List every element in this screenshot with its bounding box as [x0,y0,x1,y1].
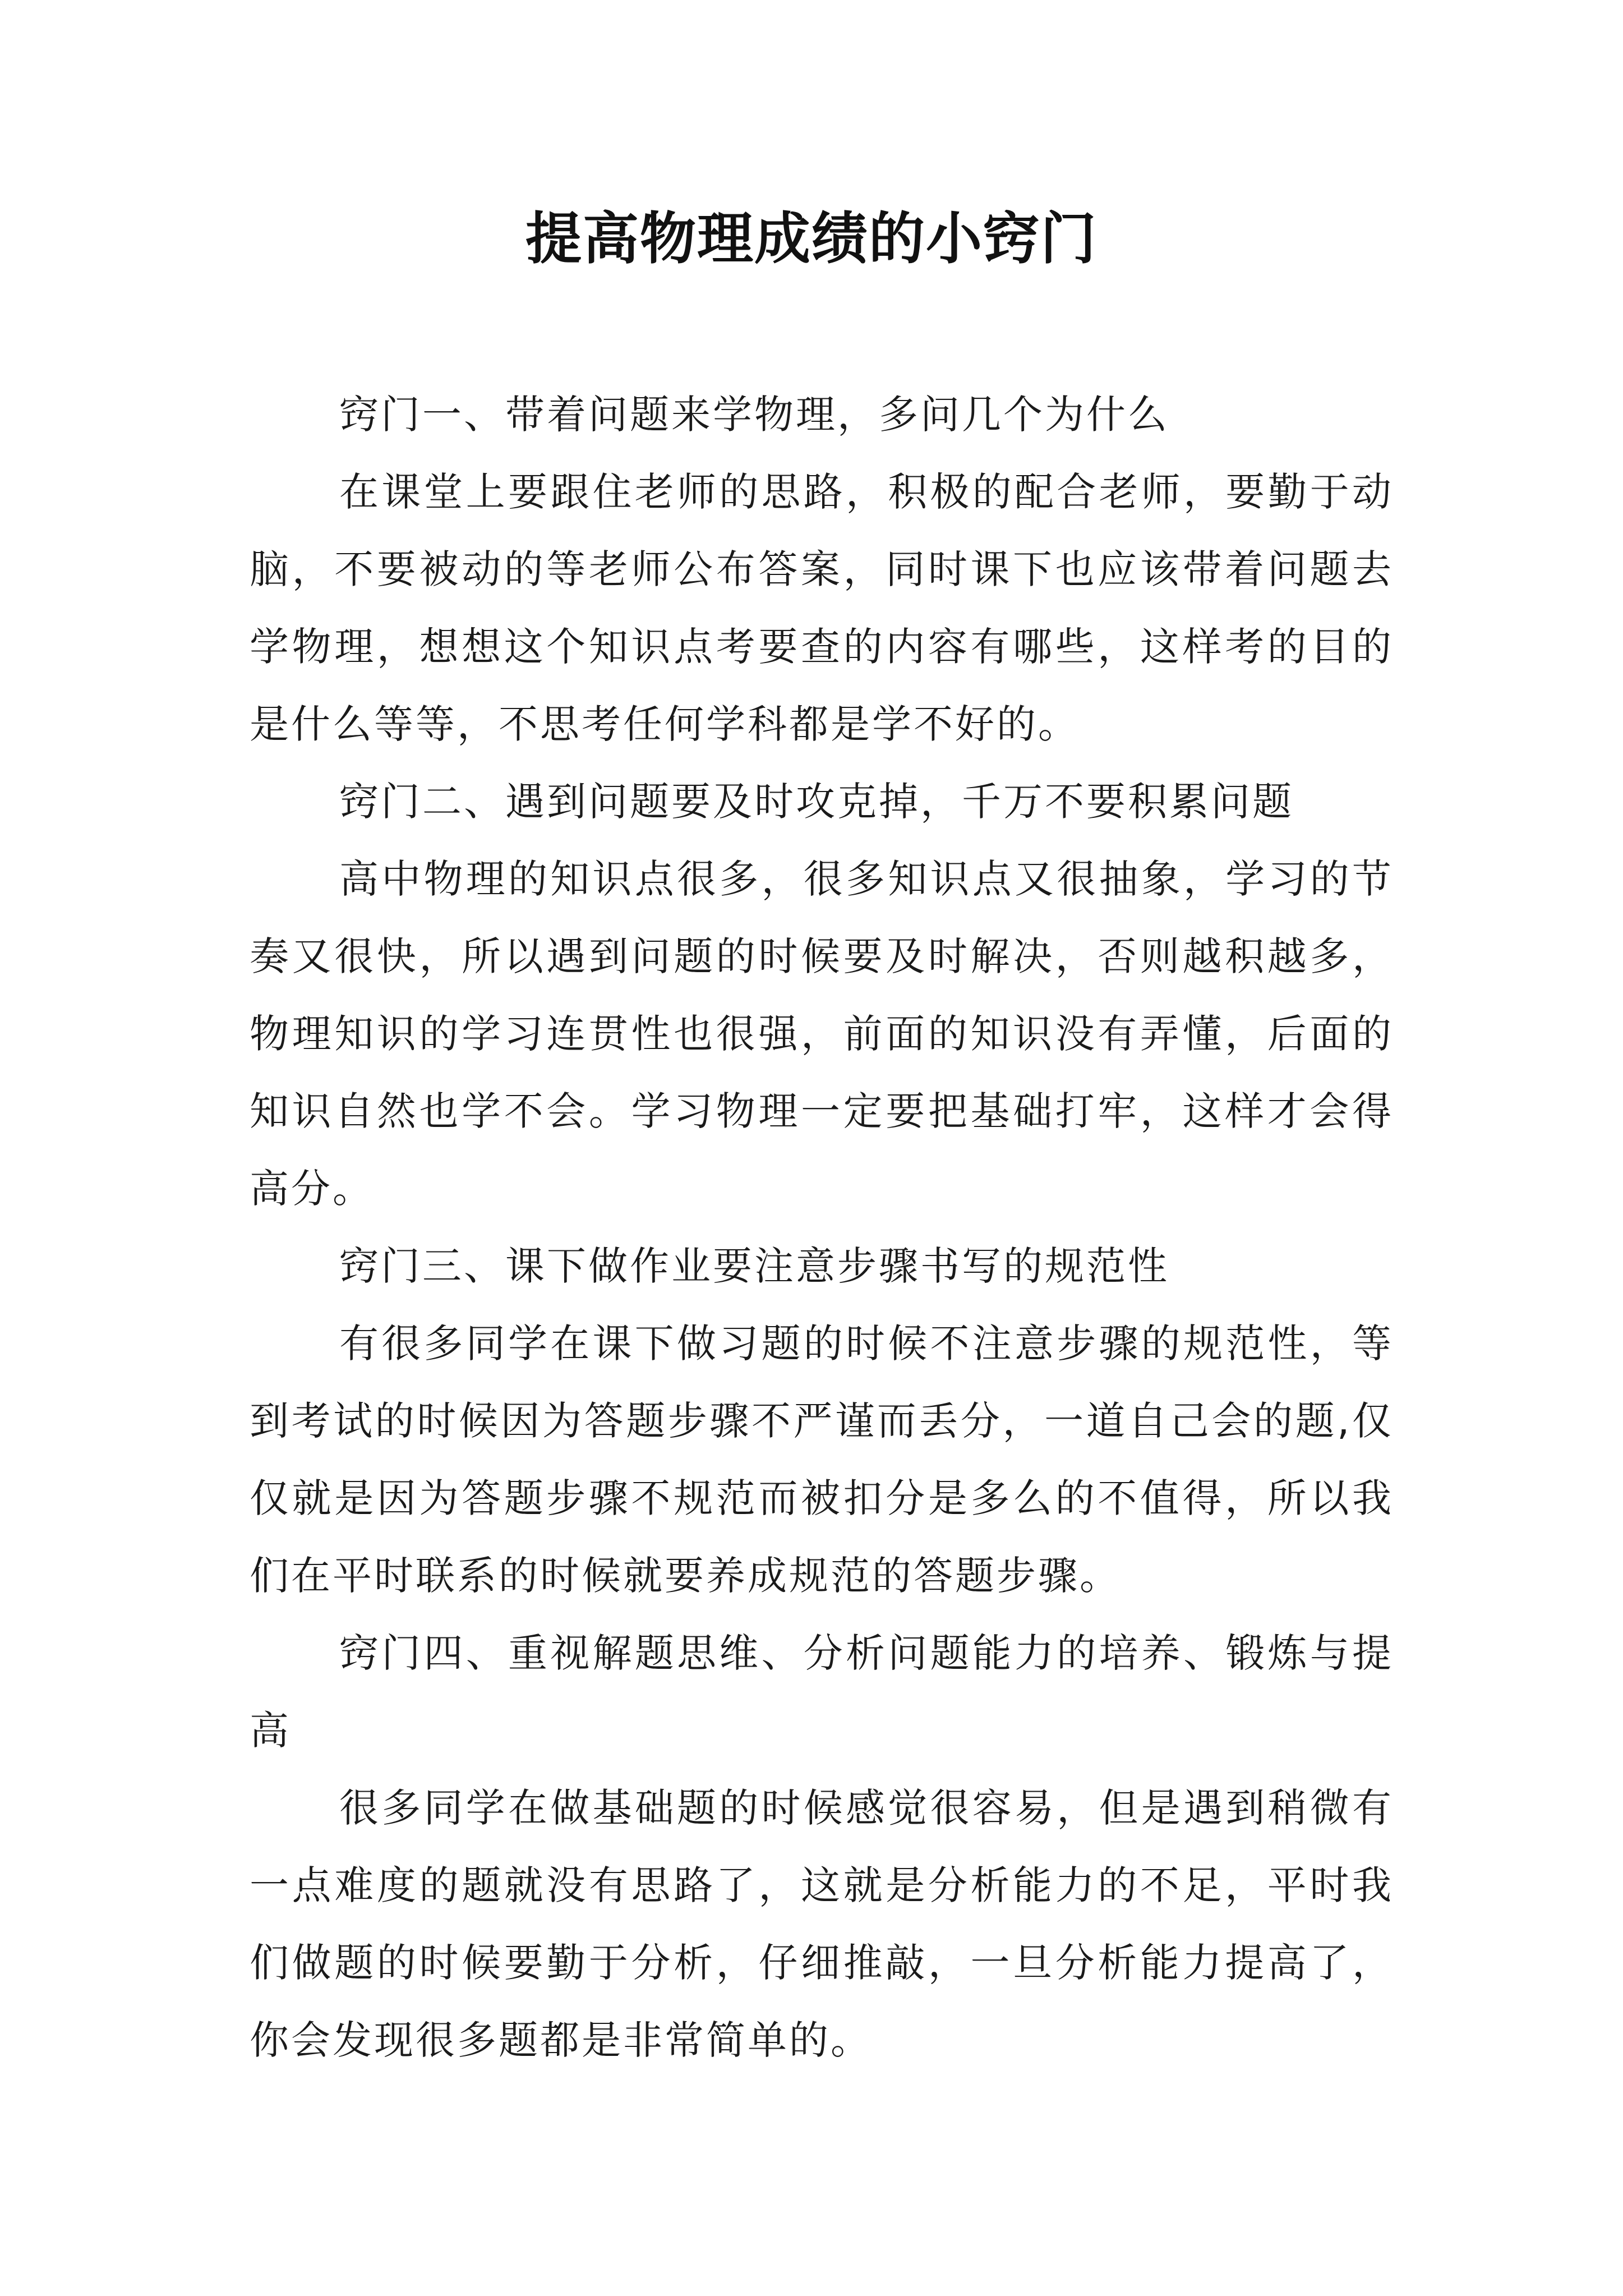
paragraph-tip-2: 高中物理的知识点很多，很多知识点又很抽象，学习的节奏又很快，所以遇到问题的时候要及时解决，否则越积越多，物理知识的学习连贯性也很强，前面的知识没有弄懂，后面的知识自然也学不会。学习物理一定要把基础打牢，这样才会得高分。 [250,856,1394,1212]
heading-tip-3: 窍门三、课下做作业要注意步骤书写的规范性 [339,1243,1169,1289]
heading-tip-1: 窍门一、带着问题来学物理，多问几个为什么 [339,392,1169,438]
heading-tip-4: 窍门四、重视解题思维、分析问题能力的培养、锻炼与提高 [250,1630,1394,1754]
paragraph-tip-1: 在课堂上要跟住老师的思路，积极的配合老师，要勤于动脑，不要被动的等老师公布答案，同时课下也应该带着问题去学物理，想想这个知识点考要查的内容有哪些，这样考的目的是什么等等，不思考任何学科都是学不好的。 [250,469,1394,747]
heading-tip-2: 窍门二、遇到问题要及时攻克掉，千万不要积累问题 [339,779,1294,825]
document-title: 提高物理成绩的小窍门 [525,205,1098,272]
paragraph-tip-3: 有很多同学在课下做习题的时候不注意步骤的规范性，等到考试的时候因为答题步骤不严谨而丢分，一道自己会的题,仅仅就是因为答题步骤不规范而被扣分是多么的不值得，所以我们在平时联系的时候就要养成规范的答题步骤。 [250,1320,1394,1599]
document-body [250,376,1394,2079]
paragraph-tip-4: 很多同学在做基础题的时候感觉很容易，但是遇到稍微有一点难度的题就没有思路了，这就是分析能力的不足，平时我们做题的时候要勤于分析，仔细推敲，一旦分析能力提高了，你会发现很多题都是非常简单的。 [250,1785,1394,2063]
